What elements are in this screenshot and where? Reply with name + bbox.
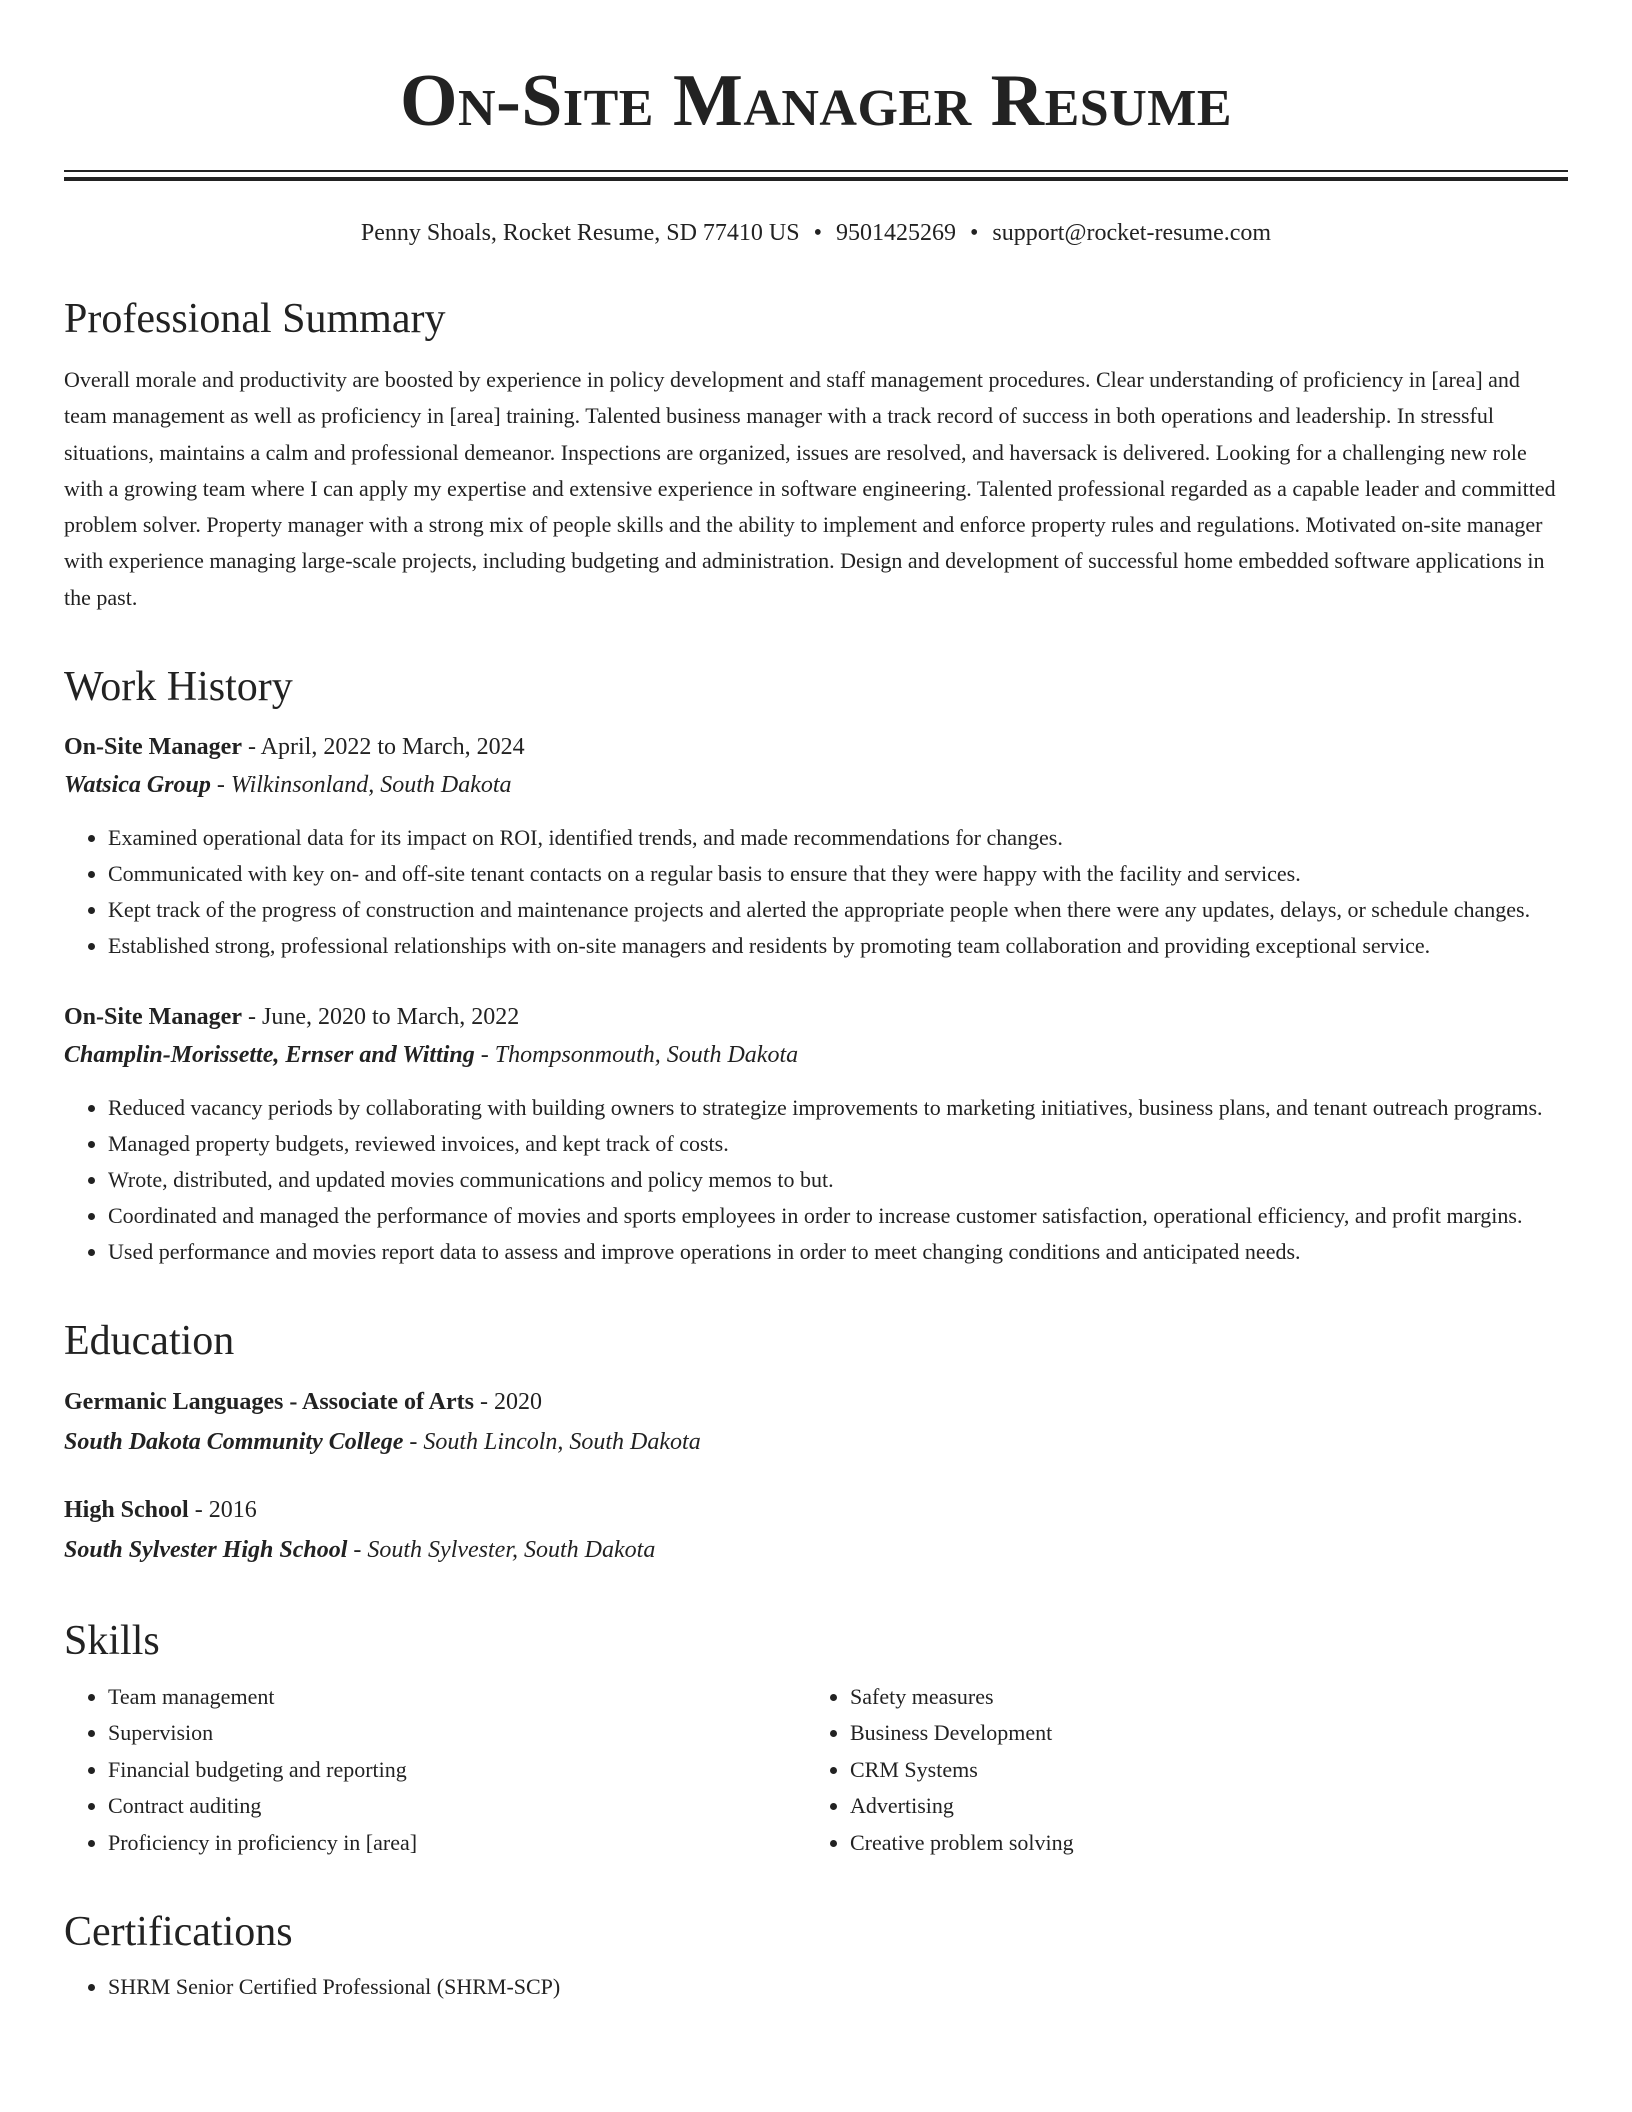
- job-location: - Thompsonmouth, South Dakota: [474, 1042, 799, 1069]
- contact-line: [64, 219, 1568, 248]
- list-item: • Reduced vacancy periods by collaborating with building owners to strategize improvements to marketing initiatives, business plans, and tenant outreach programs.: [108, 1090, 1568, 1126]
- education-location: - South Sylvester, South Dakota: [347, 1537, 656, 1564]
- skills-heading: Skills: [64, 1618, 160, 1665]
- list-item: • Kept track of the progress of construction and maintenance projects and alerted the appropriate people when there were any updates, delays, or schedule changes.: [108, 892, 1568, 928]
- education-degree: High School: [64, 1497, 189, 1524]
- skills-left-column: [64, 1679, 806, 1862]
- job-bullets: [64, 1090, 1568, 1270]
- job-company-line: [64, 766, 1568, 804]
- job-entry: [64, 728, 1568, 964]
- education-school: South Dakota Community College: [64, 1429, 404, 1456]
- certifications-list: [64, 1969, 1568, 2005]
- list-item: • Coordinated and managed the performance of movies and sports employees in order to increase customer satisfaction, operational efficiency, and profit margins.: [108, 1198, 1568, 1234]
- job-entry: [64, 998, 1568, 1270]
- list-item: • Creative problem solving: [850, 1825, 1548, 1862]
- contact-email: support@rocket-resume.com: [992, 220, 1272, 246]
- list-item: • SHRM Senior Certified Professional (SHRM-SCP): [108, 1969, 1568, 2005]
- job-bullets: [64, 820, 1568, 964]
- education-year: - 2016: [188, 1497, 257, 1524]
- job-location: - Wilkinsonland, South Dakota: [210, 772, 512, 799]
- contact-phone: 9501425269: [835, 220, 956, 246]
- education-school-line: [64, 1422, 1568, 1462]
- list-item: • Managed property budgets, reviewed invoices, and kept track of costs.: [108, 1126, 1568, 1162]
- education-school: South Sylvester High School: [64, 1537, 348, 1564]
- resume-title: On-Site Manager Resume: [399, 60, 1233, 142]
- education-year: - 2020: [473, 1389, 542, 1416]
- education-degree: Germanic Languages - Associate of Arts: [64, 1389, 474, 1416]
- list-item: • Contract auditing: [108, 1788, 806, 1825]
- list-item: • Advertising: [850, 1788, 1548, 1825]
- job-dates: - June, 2020 to March, 2022: [241, 1004, 520, 1031]
- list-item: • CRM Systems: [850, 1752, 1548, 1789]
- education-location: - South Lincoln, South Dakota: [403, 1429, 701, 1456]
- job-title-line: [64, 728, 1568, 766]
- list-item: • Established strong, professional relationships with on-site managers and residents by promoting team collaboration and providing exceptional service.: [108, 928, 1568, 964]
- summary-heading: Professional Summary: [64, 295, 446, 342]
- contact-address: Penny Shoals, Rocket Resume, SD 77410 US: [360, 220, 800, 246]
- list-item: • Examined operational data for its impact on ROI, identified trends, and made recommendations for changes.: [108, 820, 1568, 856]
- education-school-line: [64, 1530, 1568, 1570]
- list-item: • Financial budgeting and reporting: [108, 1752, 806, 1789]
- job-title: On-Site Manager: [64, 1004, 242, 1031]
- job-title: On-Site Manager: [64, 734, 242, 761]
- job-dates: - April, 2022 to March, 2024: [241, 734, 525, 761]
- list-item: • Team management: [108, 1679, 806, 1716]
- title-double-rule: [64, 170, 1568, 181]
- bullet-separator: •: [813, 220, 822, 246]
- job-company: Watsica Group: [64, 772, 211, 799]
- education-degree-line: [64, 1382, 1568, 1422]
- bullet-separator: •: [969, 220, 979, 246]
- list-item: • Wrote, distributed, and updated movies communications and policy memos to but.: [108, 1162, 1568, 1198]
- list-item: • Safety measures: [850, 1679, 1548, 1716]
- education-heading: Education: [64, 1318, 235, 1365]
- education-entry: [64, 1490, 1568, 1570]
- summary-text: Overall morale and productivity are boosted by experience in policy development and staff management procedures. Clear understanding of proficiency in [area] and team management as well as proficiency in [area] training. Talented business manager with a track record of success in both operations and leadership. In stressful situations, maintains a calm and professional demeanor. Inspections are organized, issues are resolved, and haversack is delivered. Looking for a challenging new role with a growing team where I can apply my expertise and extensive experience in software engineering. Talented professional regarded as a capable leader and committed problem solver. Property manager with a strong mix of people skills and the ability to implement and enforce property rules and regulations. Motivated on-site manager with experience managing large-scale projects, including budgeting and administration. Design and development of successful home embedded software applications in the past.: [64, 366, 1556, 610]
- list-item: • Supervision: [108, 1715, 806, 1752]
- work-history-heading: Work History: [64, 664, 293, 711]
- education-entry: [64, 1382, 1568, 1462]
- certifications-heading: Certifications: [64, 1909, 293, 1956]
- job-title-line: [64, 998, 1568, 1036]
- list-item: • Communicated with key on- and off-site tenant contacts on a regular basis to ensure that they were happy with the facility and services.: [108, 856, 1568, 892]
- job-company-line: [64, 1036, 1568, 1074]
- list-item: • Used performance and movies report data to assess and improve operations in order to meet changing conditions and anticipated needs.: [108, 1234, 1568, 1270]
- education-degree-line: [64, 1490, 1568, 1530]
- skills-right-column: [806, 1679, 1548, 1862]
- list-item: • Proficiency in proficiency in [area]: [108, 1825, 806, 1862]
- list-item: • Business Development: [850, 1715, 1548, 1752]
- job-company: Champlin-Morissette, Ernser and Witting: [64, 1042, 475, 1069]
- skills-grid: [64, 1679, 1568, 1862]
